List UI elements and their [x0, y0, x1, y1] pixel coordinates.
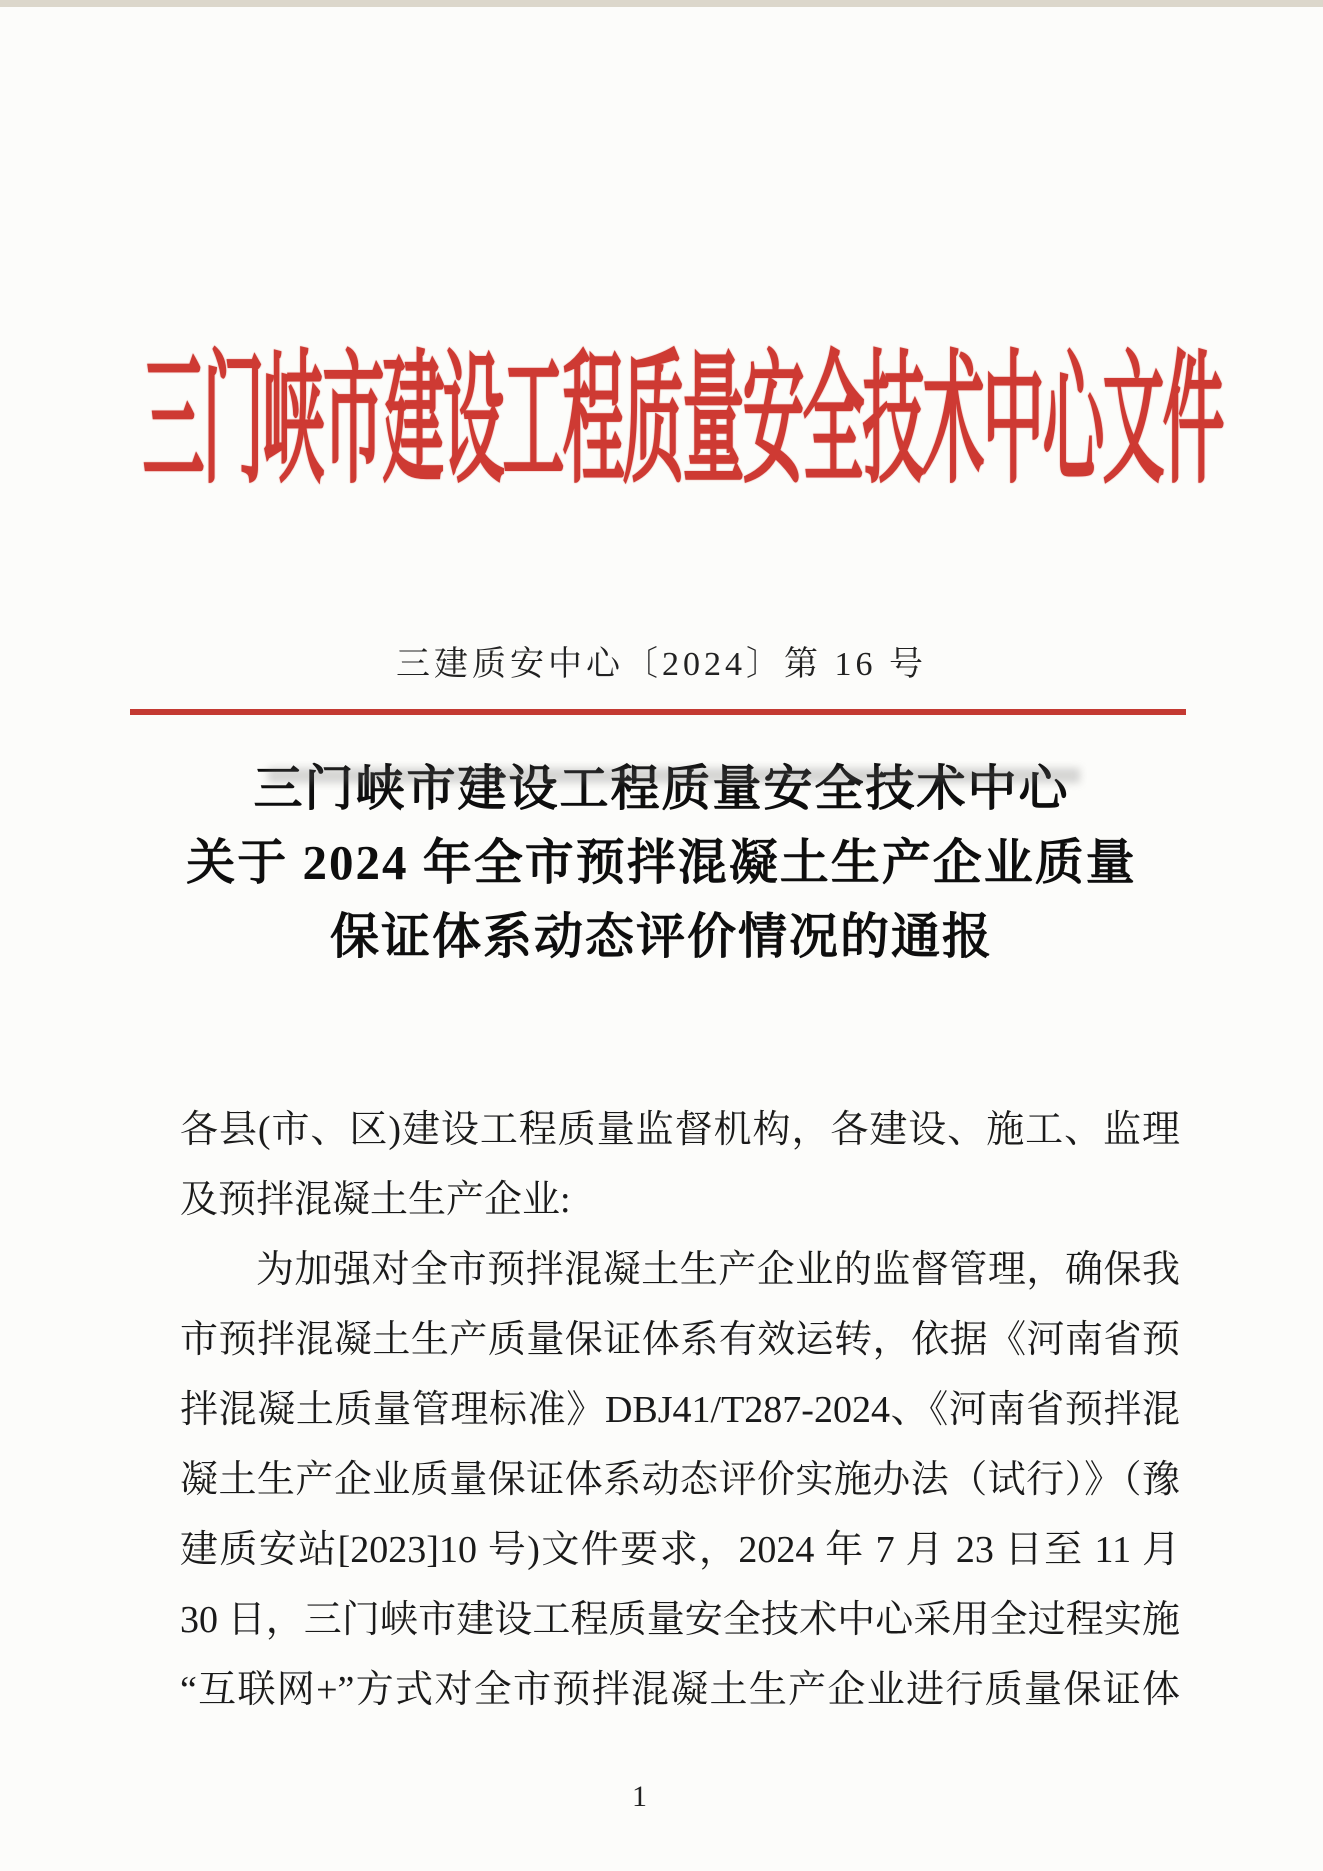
paragraph-line-2: 市预拌混凝土生产质量保证体系有效运转，依据《河南省预 — [180, 1319, 1180, 1361]
document-title — [0, 752, 1323, 974]
salutation-line-2: 及预拌混凝土生产企业: — [180, 1179, 571, 1221]
paragraph-line-4: 凝土生产企业质量保证体系动态评价实施办法（试行）》（豫 — [180, 1459, 1180, 1501]
document-title-line-1: 三门峡市建设工程质量安全技术中心 — [253, 761, 1070, 816]
page-number: 1 — [632, 1780, 647, 1813]
letterhead-text: 三门峡市建设工程质量安全技术中心文件 — [142, 343, 1223, 502]
letterhead-banner — [42, 343, 1323, 502]
paragraph-line-6: 30 日，三门峡市建设工程质量安全技术中心采用全过程实施 — [180, 1599, 1180, 1641]
paragraph-line-3: 拌混凝土质量管理标准》DBJ41/T287-2024、《河南省预拌混 — [180, 1389, 1180, 1431]
red-divider-rule — [130, 709, 1186, 715]
document-title-line-3: 保证体系动态评价情况的通报 — [329, 909, 993, 964]
paragraph-line-7: “互联网+”方式对全市预拌混凝土生产企业进行质量保证体 — [180, 1669, 1180, 1711]
paragraph-line-1: 为加强对全市预拌混凝土生产企业的监督管理，确保我 — [256, 1249, 1180, 1291]
scan-edge-artifact — [0, 0, 1323, 7]
salutation-line-1: 各县(市、区)建设工程质量监督机构，各建设、施工、监理 — [180, 1109, 1180, 1151]
document-number: 三建质安中心〔2024〕第 16 号 — [396, 646, 927, 683]
paragraph-line-5: 建质安站[2023]10 号)文件要求，2024 年 7 月 23 日至 11 月 — [180, 1529, 1180, 1571]
document-title-line-2: 关于 2024 年全市预拌混凝土生产企业质量 — [186, 835, 1137, 890]
document-body — [180, 1095, 1180, 1725]
